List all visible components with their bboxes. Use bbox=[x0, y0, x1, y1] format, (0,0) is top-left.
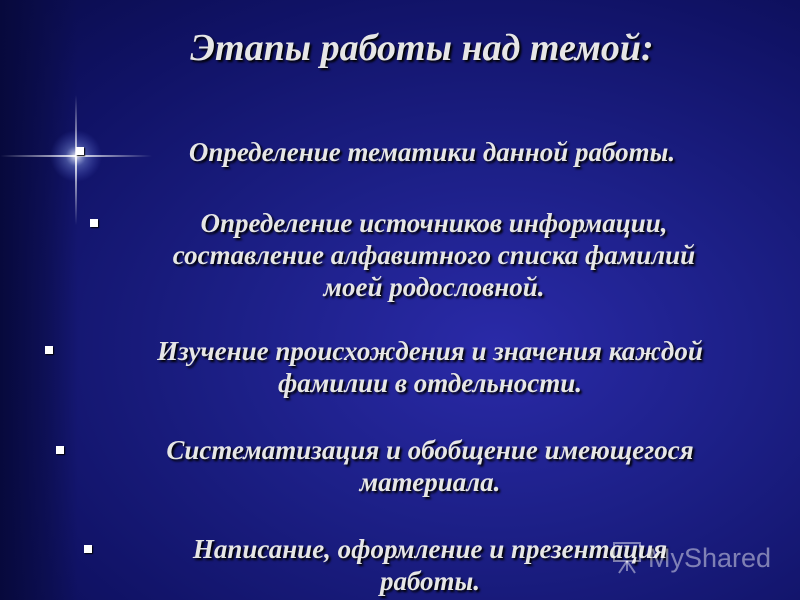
list-item-line: материала. bbox=[359, 467, 501, 497]
list-item-line: Определение тематики данной работы. bbox=[188, 137, 676, 167]
bullet-marker bbox=[56, 446, 64, 454]
watermark bbox=[612, 538, 771, 578]
watermark-text: MyShared bbox=[648, 542, 772, 573]
list-item-line: Изучение происхождения и значения каждой bbox=[157, 336, 703, 366]
bullet-marker bbox=[90, 219, 98, 227]
list-item-line: Определение источников информации, bbox=[200, 208, 668, 238]
left-dark-band bbox=[0, 0, 78, 600]
list-item-line: Систематизация и обобщение имеющегося bbox=[166, 435, 694, 465]
bullet-marker bbox=[76, 147, 84, 155]
list-item bbox=[68, 335, 792, 399]
list-item-line: работы. bbox=[379, 566, 481, 596]
list-item-line: моей родословной. bbox=[323, 272, 545, 302]
list-item-line: составление алфавитного списка фамилий bbox=[172, 240, 696, 270]
list-item bbox=[80, 434, 780, 498]
list-item bbox=[104, 207, 764, 303]
slide-title: Этапы работы над темой: bbox=[190, 27, 654, 69]
presentation-board-icon bbox=[612, 541, 642, 575]
list-item-line: фамилии в отдельности. bbox=[277, 368, 583, 398]
list-item bbox=[112, 136, 752, 168]
bullet-marker bbox=[84, 545, 92, 553]
bullet-marker bbox=[45, 346, 53, 354]
list-item-line: Написание, оформление и презентация bbox=[192, 534, 668, 564]
